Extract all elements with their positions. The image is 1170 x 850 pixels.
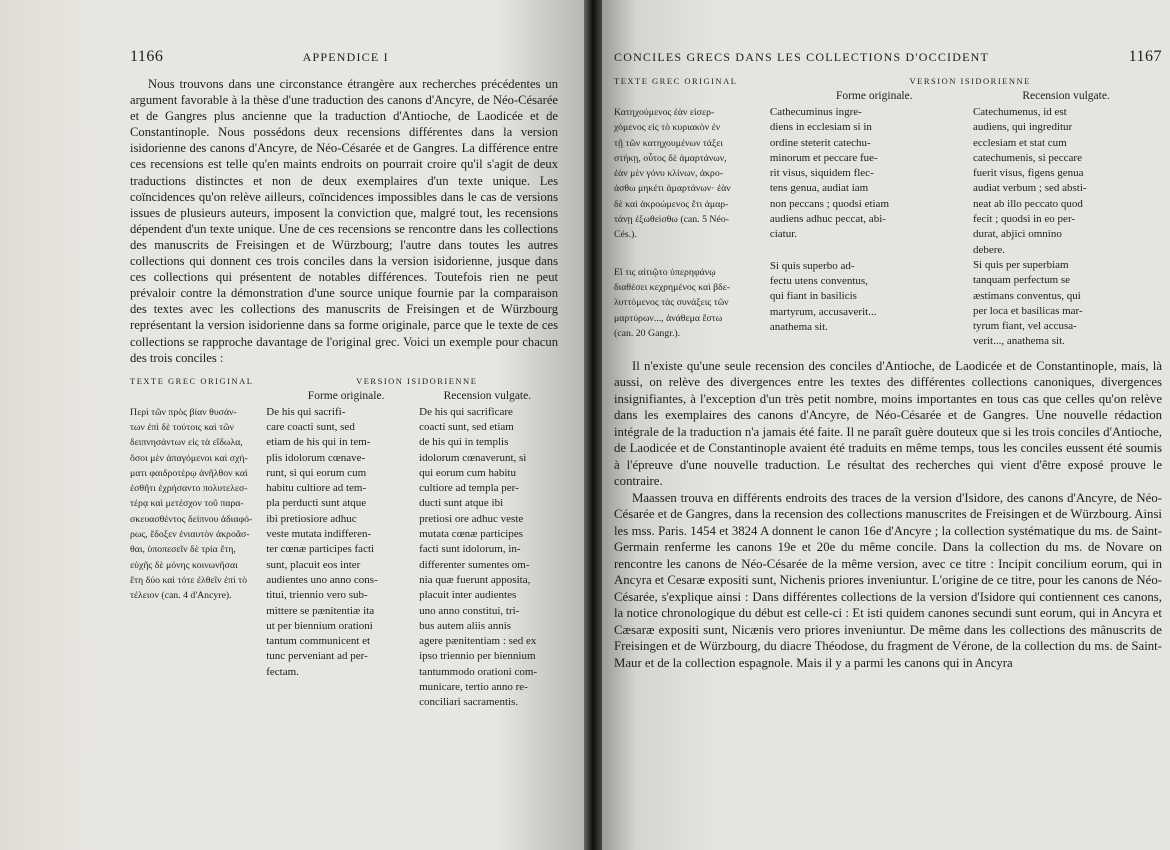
- table-line: tanquam perfectum se: [972, 274, 1071, 287]
- table-line: Κατηχούμενος ἐὰν εἰσερ-: [614, 107, 715, 118]
- table-line: municare, tertio anno re-: [419, 681, 528, 694]
- table-line: tens genua, audiat iam: [769, 182, 869, 195]
- table-line: pretiosi ore adhuc veste: [419, 512, 524, 525]
- body-paragraph: Maassen trouva en différents endroits des traces de la version d'Isidore, des canons d'Ancyre, de Néo-Césarée et de Gangres, dans la recension des collections manuscrites de Freisingen et de Würzbourg. Ainsi les mss. Paris. 1454 et 3824 A donnent le canon 16e d'Ancyre ; la collection systématique du ms. de Saint-Germain renferme les canons 19e et 20e du même concile. Dans la collection du ms. de Novare on rencontre les canons de Néo-Césarée de la même version, avec ce titre : Incipit concilium eorum, qui in Ancyra et Cesaræ expositi sunt, Nichenis priores inveniuntur. L'origine de ce titre, pour les canons de Néo-Césarée, s'explique ainsi : Dans différentes collections de la version d'Isidore qui contiennent ces canons, la notice chronologique du début est celle-ci : Et isti quidem canones secundi sunt eorum, qui in Ancyra et Cæsaræ expositi sunt, Nicænis vero priores inveniuntur. De même dans les collections des mânuscrits de Freisingen et de Würzbourg, du diacre Théodose, du fragment de Vérone, de la collection du ms. de Saint-Maur et de la collection espagnole. Mais il y a parmi les canons qui in Ancyra: [614, 490, 1162, 670]
- table-line: qui fiant in basilicis: [769, 290, 857, 303]
- table-line: Cathecuminus ingre-: [769, 106, 862, 118]
- table-line: ter cœnæ participes facti: [266, 543, 375, 556]
- table-line: mittere se pænitentiæ ita: [266, 604, 375, 617]
- original-form-column: [266, 405, 405, 711]
- page-number: 1166: [130, 48, 164, 65]
- vulgate-heading: Recension vulgate.: [443, 389, 532, 402]
- table-line: sunt, placuit eos inter: [266, 558, 361, 571]
- table-line: fuerit visus, figens genua: [972, 167, 1084, 180]
- table-line: titui, triennio vero sub-: [266, 589, 368, 602]
- table-line: Εἴ τις αἰτιῷτο ὑπερηφάνῳ: [614, 266, 716, 278]
- comparison-table: [130, 405, 558, 711]
- table-line: mutata cœnæ participes: [419, 528, 523, 541]
- table-line: runt, si qui eorum cum: [266, 466, 367, 479]
- table-line: τάνῃ ἐξωθείσθω (can. 5 Néo-: [614, 214, 730, 226]
- table-line: tantummodo orationi com-: [419, 665, 538, 678]
- table-line: ciatur.: [769, 228, 798, 241]
- table-line: pla perducti sunt atque: [266, 497, 367, 510]
- table-line: fectam.: [266, 665, 299, 678]
- comparison-table-header: [130, 376, 558, 386]
- table-line: Cés.).: [614, 229, 637, 241]
- table-line: audiens adhuc peccat, abi-: [769, 213, 886, 226]
- table-line: audientes uno anno cons-: [266, 573, 378, 586]
- table-line: audiat verbum ; sed absti-: [972, 182, 1087, 195]
- vulgate-column: [415, 405, 558, 711]
- body-paragraph: Il n'existe qu'une seule recension des conciles d'Antioche, de Laodicée et de Constantinople, mais, là aussi, on relève des divergences entre les textes des différentes collections canoniques, divergences insignifiantes, à l'exception d'un très petit nombre, moins importantes en tous cas que celles qu'on relève dans les exemplaires des canons d'Ancyre, de Néo-Césarée et de Gangres. Une nouvelle rédaction intégrale de la traduction n'a jamais été faite. Il ne paraît guère douteux que si les trois conciles d'Antioche, de Laodicée et de Constantinople avaient été traduits en même temps, tous les conciles eussent été soumis à l'épreuve d'une nouvelle traduction. Le résultat des recherches qui vient d'être exposé prouve le contraire.: [614, 358, 1162, 489]
- table-line: λυττόμενος τὰς συνάξεις τῶν: [614, 297, 729, 309]
- greek-text-column: [130, 405, 256, 711]
- table-line: ὅσοι μὲν ἀπαγόμενοι καὶ σχή-: [130, 452, 248, 464]
- table-line: μαρτύρων..., ἀνάθεμα ἔστω: [614, 312, 723, 324]
- table-line: per loca et basilicas mar-: [972, 304, 1083, 317]
- table-line: διαθέσει κεχρημένος καὶ βδε-: [614, 281, 731, 293]
- running-title: APPENDICE I: [302, 50, 389, 64]
- table-line: ducti sunt atque ibi: [419, 497, 504, 510]
- table-line: ματι φαιδροτέρῳ ἀνῆλθον καὶ: [130, 467, 248, 479]
- table-line: martyrum, accusaverit...: [769, 305, 877, 318]
- table-line: veste mutata indifferen-: [266, 528, 372, 541]
- table-line: τῇ τῶν κατηχουμένων τάξει: [614, 137, 724, 149]
- table-line: agere pænitentiam : sed ex: [419, 635, 537, 648]
- left-page: [0, 0, 584, 850]
- table-line: στήκῃ, οὗτος δὲ ἁμαρτάνων,: [614, 152, 727, 164]
- table-line: cultiore ad templa per-: [419, 482, 519, 495]
- table-line: conciliari sacramentis.: [419, 696, 519, 709]
- table-line: nia quæ fuerunt apposita,: [419, 573, 531, 586]
- table-line: uno anno constitui, tri-: [419, 604, 520, 617]
- version-column-heading: VERSION ISIDORIENNE: [356, 375, 478, 386]
- right-running-head: [614, 48, 1162, 66]
- table-line: Si quis per superbiam: [972, 258, 1069, 271]
- table-line: δὲ καὶ ἀκροώμενος ἔτι ἁμαρ-: [614, 198, 729, 210]
- table-line: facti sunt idolorum, in-: [419, 543, 521, 556]
- table-line: θαι, ὑποπεσεῖν δὲ τρία ἔτη,: [130, 544, 236, 556]
- table-line: tunc perveniant ad per-: [266, 650, 368, 663]
- table-line: durat, abjici omnino: [972, 228, 1062, 241]
- version-column-heading: VERSION ISIDORIENNE: [909, 76, 1031, 86]
- table-line: δειπνησάντων εἰς τὰ εἴδωλα,: [130, 437, 243, 449]
- comparison-table: [614, 105, 1162, 350]
- table-line: coacti sunt, sed etiam: [419, 420, 514, 433]
- table-line: Περὶ τῶν πρὸς βίαν θυσάν-: [130, 406, 237, 418]
- table-line: habitu cultiore ad tem-: [266, 482, 367, 495]
- original-form-column: [770, 105, 959, 350]
- table-line: τέλειον (can. 4 d'Ancyre).: [130, 590, 232, 602]
- table-line: ρως, ἔδοξεν ἐνιαυτὸν ἀκροᾶσ-: [130, 529, 250, 541]
- table-line: ecclesiam et stat cum: [972, 136, 1067, 149]
- table-line: Catechumenus, id est: [972, 106, 1067, 118]
- table-line: fecit ; quodsi in eo per-: [972, 213, 1076, 226]
- book-gutter: [584, 0, 602, 850]
- table-line: άσθω μηκέτι ἁμαρτάνων· ἐὰν: [614, 183, 731, 195]
- table-line: fectu utens conventus,: [769, 274, 868, 287]
- comparison-subheader: [130, 390, 558, 402]
- table-line: ἐσθῆτι ἐχρήσαντο πολυτελεσ-: [130, 483, 248, 495]
- table-line: (can. 20 Gangr.).: [614, 327, 681, 339]
- table-line: των ἐπὶ δὲ τούτοις καὶ τῶν: [130, 421, 234, 433]
- left-page-content: [130, 48, 558, 711]
- table-line: qui eorum cum habitu: [419, 466, 516, 479]
- table-line: care coacti sunt, sed: [266, 420, 355, 433]
- table-line: verit..., anathema sit.: [972, 335, 1065, 348]
- table-line: de his qui in templis: [419, 436, 509, 449]
- table-line: ut per biennium orationi: [266, 619, 373, 632]
- table-line: ἐὰν μὲν γόνυ κλίνων, ἀκρο-: [614, 168, 723, 180]
- table-line: De his qui sacrifi-: [266, 405, 346, 418]
- table-line: bus autem aliis annis: [419, 619, 512, 632]
- original-form-heading: Forme originale.: [307, 389, 385, 402]
- table-line: ἔτη δύο καὶ τότε ἐλθεῖν ἐπὶ τὸ: [130, 574, 248, 586]
- table-line: ipso triennio per biennium: [419, 650, 536, 663]
- comparison-table-header: [614, 76, 1162, 86]
- running-title: CONCILES GRECS DANS LES COLLECTIONS D'OCCIDENT: [614, 50, 990, 64]
- right-page-content: [614, 48, 1162, 671]
- table-line: χόμενος εἰς τὸ κυριακὸν ἐν: [614, 122, 721, 134]
- greek-column-heading: TEXTE GREC ORIGINAL: [130, 375, 254, 386]
- table-line: τέρᾳ καὶ μετέσχον τοῦ παρα-: [130, 498, 244, 510]
- greek-text-column: [614, 105, 760, 350]
- table-line: diens in ecclesiam si in: [769, 121, 872, 134]
- table-line: ordine steterit catechu-: [769, 136, 871, 149]
- body-paragraph: Nous trouvons dans une circonstance étrangère aux recherches précédentes un argument favorable à la thèse d'une traduction des canons d'Ancyre, de Néo-Césarée et de Gangres plus ancienne que la traduction d'Antioche, de Laodicée et de Constantinople. Nous possédons deux recensions différentes dans la version isidorienne des canons d'Ancyre, de Néo-Césarée et de Gangres. La différence entre ces recensions est telle qu'en maints endroits on pourrait croire qu'il s'agit de deux traductions distinctes et non de deux exemplaires d'un texte unique. Les coïncidences qu'on relève ailleurs, coïncidences impossibles dans le cas de versions issues de plusieurs auteurs, imposent la conviction que, malgré tout, les recensions dépendent d'un texte unique. Une de ces recensions se rencontre dans les collections des manuscrits de Freisingen et de Würzbourg; l'autre dans toutes les autres collections qui donnent ces trois conciles dans la version isidorienne, jusque dans ces collections qui présentent de notables différences. Toutefois rien ne peut prévaloir contre la démonstration d'une source unique fournie par la comparaison des textes avec les collections des manuscrits de Freisingen et de Würzbourg représentant la version isidorienne dans sa forme originale, parce que le texte de ces collections se rapproche davantage de l'original grec. Voici un exemple pour chacun des trois conciles :: [130, 77, 558, 365]
- table-line: εὐχῆς δὲ μόνης κοινωνῆσαι: [130, 559, 238, 571]
- table-line: neat ab illo peccato quod: [972, 197, 1083, 210]
- vulgate-heading: Recension vulgate.: [1022, 90, 1110, 102]
- table-line: æstimans conventus, qui: [972, 289, 1081, 302]
- table-line: σκευασθέντος δείπνου ἀδιαφό-: [130, 513, 253, 525]
- greek-column-heading: TEXTE GREC ORIGINAL: [614, 76, 738, 86]
- table-line: ibi pretiosiore adhuc: [266, 512, 357, 525]
- page-number: 1167: [1128, 48, 1162, 65]
- table-line: debere.: [972, 243, 1005, 256]
- table-line: minorum et peccare fue-: [769, 151, 878, 164]
- table-line: Si quis superbo ad-: [769, 259, 855, 272]
- table-line: non peccans ; quodsi etiam: [769, 197, 889, 210]
- table-line: tantum communicent et: [266, 635, 371, 648]
- table-line: etiam de his qui in tem-: [266, 436, 371, 449]
- table-line: rit visus, siquidem flec-: [769, 167, 874, 180]
- table-line: anathema sit.: [769, 320, 828, 333]
- table-line: placuit inter audientes: [419, 589, 517, 602]
- original-form-heading: Forme originale.: [835, 90, 913, 102]
- table-line: plis idolorum cœnave-: [266, 451, 366, 464]
- right-page: [602, 0, 1170, 850]
- table-line: idolorum cœnaverunt, si: [419, 451, 527, 464]
- vulgate-column: [969, 105, 1162, 350]
- table-line: catechumenis, si peccare: [972, 151, 1082, 164]
- comparison-subheader: [614, 90, 1162, 102]
- left-running-head: [130, 48, 558, 66]
- table-line: De his qui sacrificare: [419, 405, 513, 418]
- table-line: differenter sumentes om-: [419, 558, 530, 571]
- table-line: tyrum fiant, vel accusa-: [972, 320, 1077, 333]
- table-line: audiens, qui ingreditur: [972, 121, 1073, 134]
